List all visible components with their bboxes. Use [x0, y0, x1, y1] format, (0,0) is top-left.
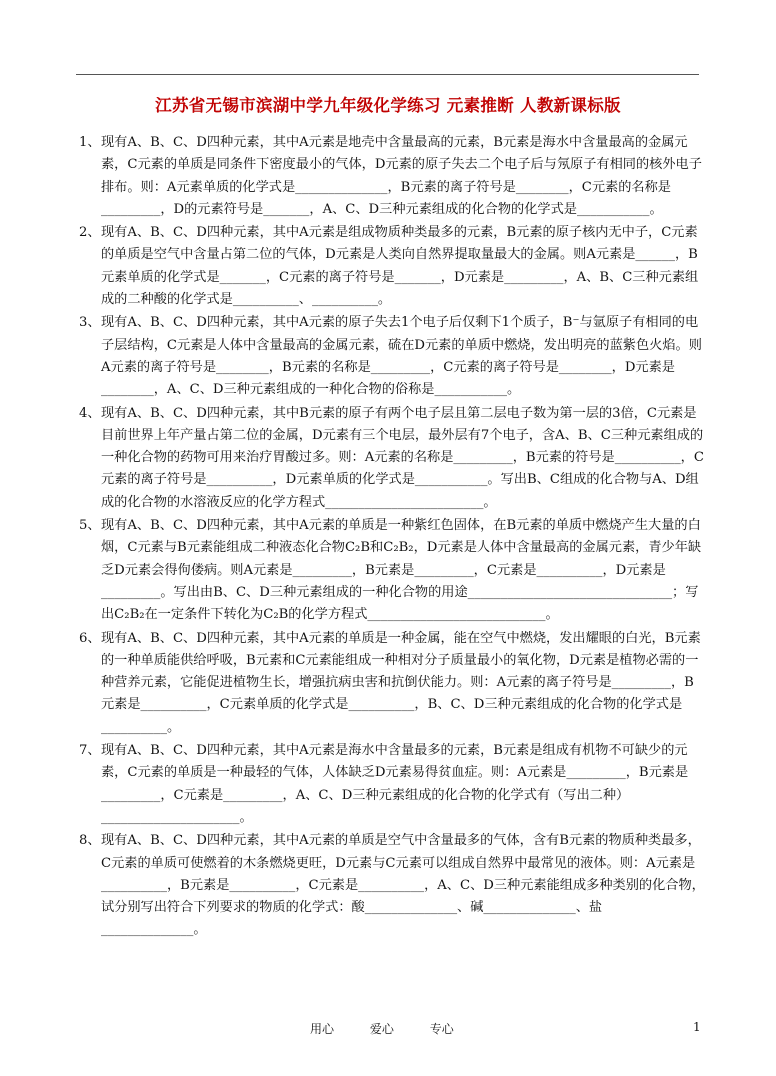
question-text: 现有A、B、C、D四种元素，其中A元素的原子失去1个电子后仅剩下1个质子，B⁻与氩原子有相同的电子层结构，C元素是人体中含量最高的金属元素，硫在D元素的单质中燃烧，发出明亮的蓝紫色火焰。则A元素的离子符号是________，B元素的名称是_________，C元素的离子符号是________，D元素是________，A、C、D三种元素组成的一种化合物的俗称是___________。	[101, 315, 702, 398]
question-text: 现有A、B、C、D四种元素，其中A元素是海水中含量最多的元素，B元素是组成有机物不可缺少的元素，C元素的单质是一种最轻的气体，人体缺乏D元素易得贫血症。则：A元素是_________，B元素是_________，C元素是_________，A、C、D三种元素组成的化合物的化学式有（写出二种）_____________________。	[101, 743, 689, 825]
question-number: 5、	[79, 518, 101, 534]
footer-motto-3: 专心	[429, 1022, 454, 1036]
question-4	[79, 403, 705, 514]
question-text: 现有A、B、C、D四种元素，其中B元素的原子有两个电子层且第二层电子数为第一层的3倍，C元素是目前世界上年产量占第二位的金属，D元素有三个电层，最外层有7个电子，含A、B、C三种元素组成的一种化合物的药物可用来治疗胃酸过多。则：A元素的名称是_________，B元素的符号是__________，C元素的离子符号是__________，D元素单质的化学式是___________。写出B、C组成的化合物与A、D组成的化合物的水溶液反应的化学方程式________________________。	[101, 405, 704, 510]
question-2	[79, 222, 705, 311]
question-number: 6、	[79, 630, 101, 646]
question-number: 1、	[79, 135, 101, 150]
question-8	[79, 830, 705, 941]
page-title: 江苏省无锡市滨湖中学九年级化学练习 元素推断 人教新课标版	[155, 96, 621, 115]
question-number: 8、	[79, 833, 101, 849]
question-text: 现有A、B、C、D四种元素，其中A元素是组成物质种类最多的元素，B元素的原子核内无中子，C元素的单质是空气中含量占第二位的气体，D元素是人类向自然界提取量最大的金属。则A元素是______，B元素单质的化学式是_______，C元素的离子符号是_______，D元素是_________，A、B、C三种元素组成的二种酸的化学式是__________、__________。	[101, 225, 699, 308]
question-text: 现有A、B、C、D四种元素，其中A元素的单质是空气中含量最多的气体，含有B元素的物质种类最多，C元素的单质可使燃着的木条燃烧更旺，D元素与C元素可以组成自然界中最常见的液体。则：A元素是__________，B元素是__________，C元素是__________，A、C、D三种元素能组成多种类别的化合物，试分别写出符合下列要求的物质的化学式：酸______________、碱______________、盐______________。	[101, 833, 705, 938]
page-footer	[0, 1020, 776, 1038]
question-number: 3、	[79, 315, 101, 331]
footer-motto-2: 爱心	[369, 1022, 394, 1036]
question-list	[79, 132, 705, 943]
question-6	[79, 628, 705, 739]
page-number: 1	[693, 1020, 701, 1034]
question-number: 7、	[79, 743, 101, 759]
footer-motto-1: 用心	[310, 1022, 335, 1036]
question-1	[79, 132, 705, 221]
header-rule	[76, 74, 699, 75]
question-5	[79, 515, 705, 626]
question-text: 现有A、B、C、D四种元素，其中A元素的单质是一种金属，能在空气中燃烧，发出耀眼的白光，B元素的一种单质能供给呼吸，B元素和C元素能组成一种相对分子质量最小的氧化物，D元素是植物必需的一种营养元素，它能促进植物生长，增强抗病虫害和抗倒伏能力。则：A元素的离子符号是_________，B元素是__________，C元素单质的化学式是__________，B、C、D三种元素组成的化合物的化学式是__________。	[101, 630, 701, 735]
question-text: 现有A、B、C、D四种元素，其中A元素是地壳中含量最高的元素，B元素是海水中含量最高的金属元素，C元素的单质是同条件下密度最小的气体，D元素的原子失去二个电子后与氖原子有相同的核外电子排布。则：A元素单质的化学式是______________，B元素的离子符号是________，C元素的名称是_________，D的元素符号是_______，A、C、D三种元素组成的化合物的化学式是___________。	[101, 135, 702, 217]
question-number: 4、	[79, 405, 101, 421]
question-number: 2、	[79, 225, 101, 241]
question-3	[79, 312, 705, 401]
footer-motto	[310, 1020, 486, 1037]
question-text: 现有A、B、C、D四种元素，其中A元素的单质是一种紫红色固体，在B元素的单质中燃烧产生大量的白烟，C元素与B元素能组成二种液态化合物C₂B和C₂B₂，D元素是人体中含量最高的金属元素，青少年缺乏D元素会得佝偻病。则A元素是_________，B元素是_________，C元素是__________，D元素是_________。写出由B、C、D三种元素组成的一种化合物的用途_______________________________；写出C₂B₂在一定条件下转化为C₂B的化学方程式___________________________。	[101, 518, 702, 623]
question-7	[79, 740, 705, 829]
